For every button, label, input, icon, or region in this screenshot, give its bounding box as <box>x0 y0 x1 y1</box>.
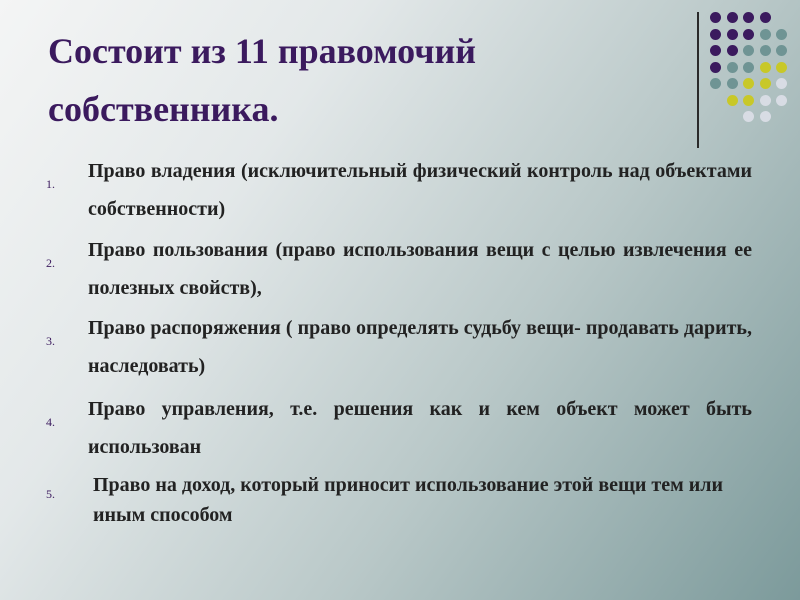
list-item-text: Право распоряжения ( право определять судьбу вещи- продавать дарить, наследовать) <box>88 317 752 377</box>
list-item <box>46 152 752 228</box>
decorative-dot-purple <box>710 62 721 73</box>
decorative-dot-yellow <box>727 95 738 106</box>
list-item <box>46 231 752 307</box>
decorative-dot-teal <box>710 78 721 89</box>
decorative-dot-purple <box>743 12 754 23</box>
decorative-dot-purple <box>743 29 754 40</box>
list-item-number: 5. <box>46 487 55 501</box>
decorative-dot-teal <box>776 29 787 40</box>
decorative-dot-purple <box>727 45 738 56</box>
decorative-dot-light <box>776 95 787 106</box>
decorative-dot-grid <box>710 12 800 132</box>
decorative-dot-yellow <box>776 62 787 73</box>
decorative-dot-light <box>743 111 754 122</box>
decorative-dot-teal <box>760 45 771 56</box>
decorative-dot-purple <box>710 29 721 40</box>
decorative-dot-purple <box>710 12 721 23</box>
list-item-number: 3. <box>46 334 55 348</box>
decorative-dot-yellow <box>743 95 754 106</box>
list-item-number: 1. <box>46 177 55 191</box>
decorative-dot-teal <box>727 62 738 73</box>
decorative-dot-light <box>760 111 771 122</box>
list-item-number: 4. <box>46 415 55 429</box>
list-item-text: Право пользования (право использования вещи с целью извлечения ее полезных свойств), <box>88 239 752 299</box>
decorative-dot-yellow <box>760 62 771 73</box>
list-item-text: Право на доход, который приносит использование этой вещи тем или иным способом <box>93 474 724 526</box>
decorative-dot-purple <box>710 45 721 56</box>
vertical-divider-line <box>697 12 699 148</box>
decorative-dot-purple <box>760 12 771 23</box>
decorative-dot-teal <box>743 45 754 56</box>
list-item-number: 2. <box>46 256 55 270</box>
decorative-dot-yellow <box>743 78 754 89</box>
decorative-dot-teal <box>776 45 787 56</box>
list-item <box>46 309 752 385</box>
list-item <box>46 470 752 530</box>
decorative-dot-teal <box>743 62 754 73</box>
decorative-dot-teal <box>727 78 738 89</box>
slide-title: Состоит из 11 правомочий собственника. <box>48 31 477 129</box>
decorative-dot-light <box>776 78 787 89</box>
list-item-text: Право управления, т.е. решения как и кем объект может быть использован <box>88 398 752 458</box>
decorative-dot-purple <box>727 29 738 40</box>
decorative-dot-light <box>760 95 771 106</box>
rights-list <box>46 152 752 530</box>
list-item-text: Право владения (исключительный физический контроль над объектами собственности) <box>88 160 752 220</box>
decorative-dot-yellow <box>760 78 771 89</box>
decorative-dot-purple <box>727 12 738 23</box>
list-item <box>46 390 752 466</box>
decorative-dot-teal <box>760 29 771 40</box>
